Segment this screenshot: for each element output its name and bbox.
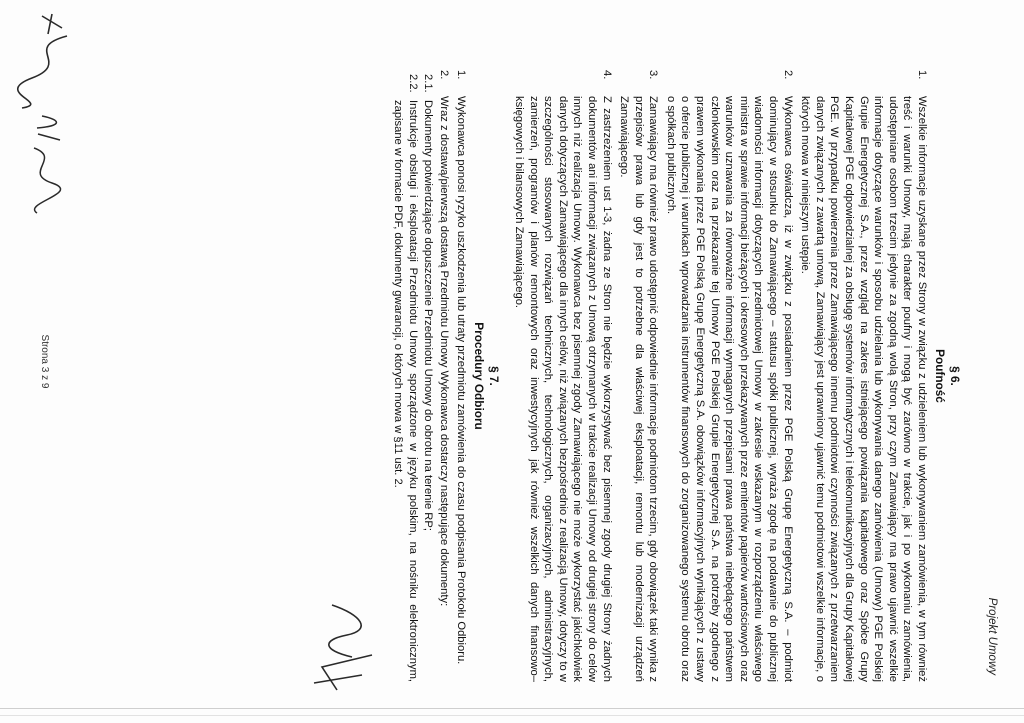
paragraph-number: 2. bbox=[781, 70, 794, 80]
paragraph-text: Z zastrzeżeniem ust 1-3, żadna ze Stron nie będzie wykorzystywać bez pisemnej zgody drugiej Strony żadnych dokumentów ani informacji związanych z Umową otrzymanych w trakcie realizacji Umowy od drugiej strony do celów innych niż realizacja Umowy. Wykonawca bez pisemnej zgody Zamawiającego nie może wykorzystać jakichkolwiek danych dotyczących Zamawiającego dla innych celów, niż związanych bezpośrednio z realizacją Umowy, dotyczy to w szczególności stosowanych rozwiązań technicznych, technologicznych, organizacyjnych, administracyjnych, zamierzeń, programów i planów remontowych oraz inwestycyjnych jak również wszelkich danych finansowo–księgowych i bilansowych Zamawiającego. bbox=[512, 96, 613, 682]
section-6-paragraph-1 bbox=[798, 70, 929, 682]
paragraph-text: Wykonawca ponosi ryzyko uszkodzenia lub utraty przedmiotu zamówienia do czasu podpisania Protokołu Odbioru. bbox=[455, 96, 468, 665]
section-6-paragraph-4 bbox=[511, 70, 613, 682]
section-7-paragraph-1 bbox=[454, 70, 469, 682]
section-6-paragraph-2 bbox=[663, 70, 794, 682]
scan-edge-line bbox=[0, 715, 1024, 716]
page-number: Strona 3 z 9 bbox=[39, 334, 50, 389]
section-7-subparagraph-2-1 bbox=[421, 70, 436, 682]
paragraph-text: Wykonawca oświadcza, iż w związku z posiadaniem przez PGE Polską Grupę Energetyczną S.A. – podmiot dominujący w stosunku do Zamawiającego – statusu spółki publicznej, wyraża zgodę na podawanie do publicznej wiadomości informacji dotyczących przedmiotowej Umowy w zakresie wskazanym w rozporządzeniu właściwego ministra w sprawie informacji bieżących i okresowych przekazywanych przez emitentów papierów wartościowych oraz warunków uznawania za równoważne informacji wymaganych przepisami prawa państwa niebędącego państwem członkowskim oraz na przekazanie tej Umowy PGE Polskiej Grupie Energetycznej S.A. na potrzeby zgodnego z prawem wykonania przez PGE Polską Grupę Energetyczną S.A. obowiązków informacyjnych wynikających z ustawy o ofercie publicznej i warunkach wprowadzania instrumentów finansowych do zorganizowanego systemu obrotu oraz o spółkach publicznych. bbox=[664, 96, 794, 682]
section-7-subparagraph-2-2 bbox=[390, 70, 419, 682]
section-7-subtitle: Procedury Odbioru bbox=[472, 322, 487, 430]
section-6-paragraph-3 bbox=[617, 70, 661, 682]
paragraph-number: 1. bbox=[916, 70, 928, 80]
section-6-subtitle: Poufność bbox=[933, 349, 947, 403]
paragraph-number: 4. bbox=[600, 70, 613, 80]
paragraph-text: Zamawiający ma również prawo udostępnić odpowiednie informacje podmiotom trzecim, gdy obowiązek taki wynika z przepisów prawa lub gdy jest to potrzebne dla właściwej eksploatacji, remontu lub modernizacji urządzeń Zamawiającego. bbox=[618, 96, 660, 682]
scan-edge-line bbox=[0, 708, 1024, 709]
section-7-title: § 7. bbox=[487, 366, 502, 386]
paragraph-number: 2. bbox=[437, 70, 450, 80]
section-7-paragraph-2 bbox=[436, 70, 451, 682]
paragraph-text: Dokumenty potwierdzające dopuszczenie Przedmiotu Umowy do obrotu na terenie RP; bbox=[422, 100, 435, 531]
section-6-title: § 6. bbox=[948, 366, 962, 386]
paragraph-text: Wraz z dostawą/pierwszą dostawą Przedmiotu Umowy Wykonawca dostarczy następujące dokumenty: bbox=[437, 96, 450, 607]
paragraph-number: 2.1. bbox=[422, 74, 435, 93]
paragraph-number: 3. bbox=[647, 70, 660, 80]
document-body bbox=[390, 70, 962, 682]
paragraph-text: Wszelkie informacje uzyskane przez Strony w związku z udzieleniem lub wykonywaniem zamówienia, w tym również treść i warunki Umowy, mają charakter poufny i mogą być zarówno w trakcie, jak i po wykonaniu zamówienia, udostępniane osobom trzecim jedynie za zgodną wolą Stron, przy czym Zamawiający ma prawo ujawnić wszelkie informacje dotyczące warunków i sposobu udzielania lub wykonywania danego zamówienia (Umowy) PGE Polskiej Grupie Energetycznej S.A., przez wzgląd na zakres istniejącego powiązania kapitałowego oraz Spółce Grupy Kapitałowej PGE odpowiedzialnej za obsługę systemów informatycznych i telekomunikacyjnych dla Grupy Kapitałowej PGE. W przypadku powierzenia przez Zamawiającego innemu podmiotowi czynności związanych z przetwarzaniem danych związanych z zawartą umową, Zamawiający jest uprawniony ujawnić temu podmiotowi wszelkie informacje, o których mowa w niniejszym ustępie. bbox=[799, 96, 928, 682]
paragraph-number: 1. bbox=[455, 70, 468, 80]
document-header: Projekt Umowy bbox=[986, 597, 998, 675]
handwritten-signatures bbox=[4, 8, 82, 218]
paragraph-text: Instrukcje obsługi i eksploatacji Przedmiotu Umowy sporządzone w języku polskim, na nośniku elektronicznym, zapisane w formacie PDF, dokumenty gwarancji, o których mowa w §11 ust. 2. bbox=[392, 100, 419, 682]
paragraph-number: 2.2. bbox=[406, 74, 419, 93]
handwritten-initials bbox=[302, 595, 392, 705]
